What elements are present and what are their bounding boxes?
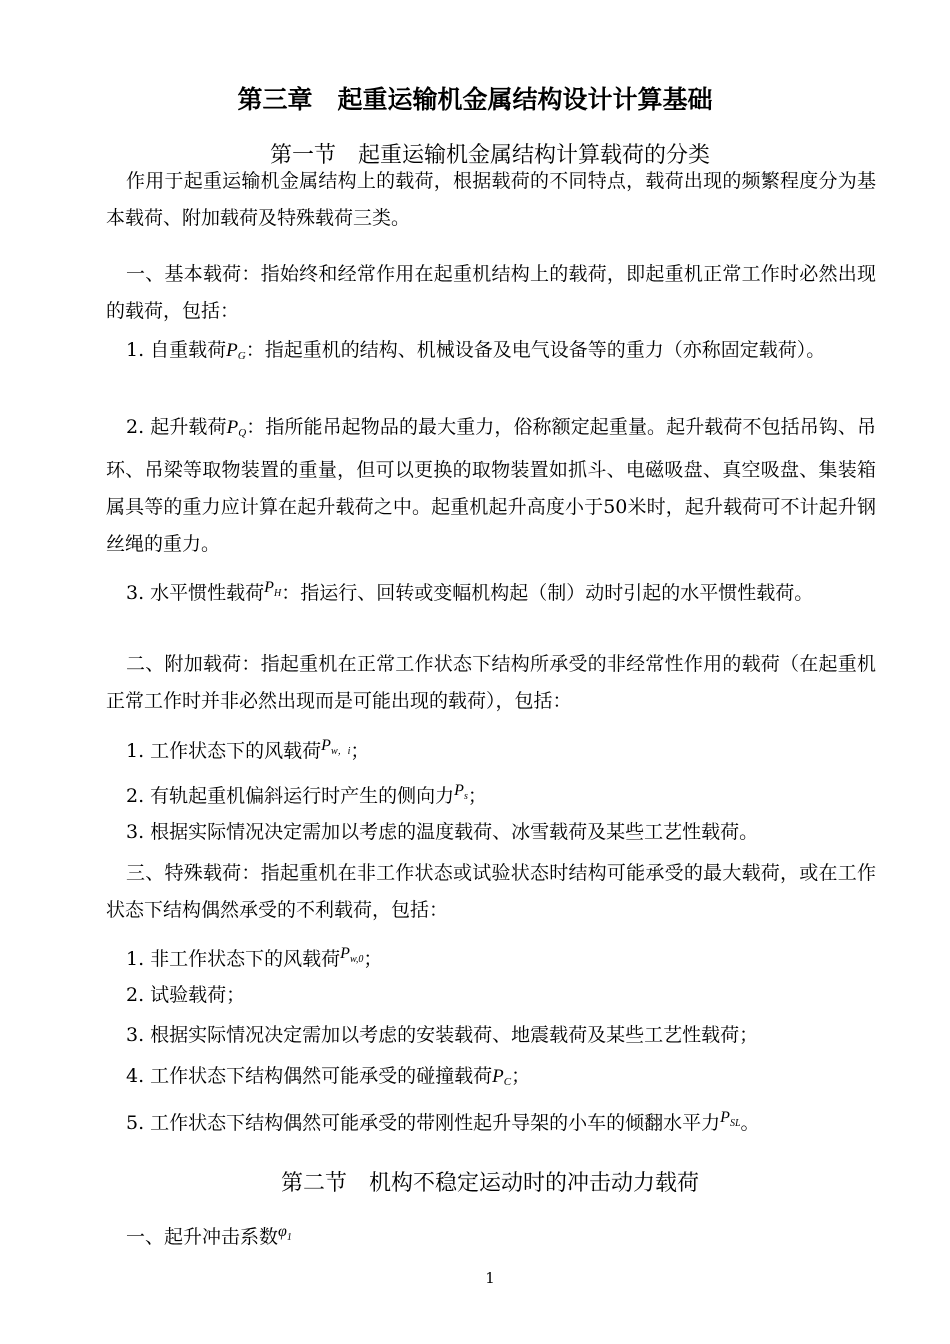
special-load-heading: 三、特殊载荷：指起重机在非工作状态或试验状态时结构可能承受的最大载荷，或在工作状态下结构偶然承受的不利载荷，包括： [106, 862, 876, 921]
load-symbol: P [226, 417, 239, 438]
load-symbol: P [492, 1066, 504, 1087]
chapter-title: 第三章 起重运输机金属结构设计计算基础 [237, 85, 713, 114]
additional-load-item-2: 2. 有轨起重机偏斜运行时产生的侧向力$^P$s； [126, 782, 487, 807]
load-subscript: G [237, 350, 246, 362]
special-load-item-5: 5. 工作状态下结构偶然可能承受的带刚性起升导架的小车的倾翻水平力$^P$SL。 [126, 1109, 760, 1134]
load-symbol: P [340, 945, 350, 962]
basic-load-item-1: 1. 自重载荷$P_G$：指起重机的结构、机械设备及电气设备等的重力（亦称固定载荷）。 [126, 339, 826, 362]
special-load-item-4: 4. 工作状态下结构偶然可能承受的碰撞载荷$P_C$； [126, 1065, 531, 1088]
load-symbol: P [454, 782, 464, 799]
special-load-item-3: 3. 根据实际情况决定需加以考虑的安装载荷、地震载荷及某些工艺性载荷； [126, 1024, 759, 1046]
load-symbol: P [264, 579, 274, 596]
special-load-item-2: 2. 试验载荷； [126, 984, 246, 1006]
load-subscript: w，i [330, 746, 351, 757]
load-subscript: s [463, 791, 468, 802]
impact-coefficient-subscript: 1 [286, 1232, 292, 1243]
additional-load-heading: 二、附加载荷：指起重机在正常工作状态下结构所承受的非经常性作用的载荷（在起重机正常工作时并非必然出现而是可能出现的载荷），包括： [106, 653, 876, 712]
additional-load-item-1: 1. 工作状态下的风载荷$^P$w，i； [126, 737, 370, 762]
load-subscript: H [273, 588, 282, 599]
additional-load-item-3: 3. 根据实际情况决定需加以考虑的温度载荷、冰雪载荷及某些工艺性载荷。 [126, 821, 759, 843]
special-load-item-1: 1. 非工作状态下的风载荷$^P$w,0； [126, 945, 383, 970]
basic-load-heading: 一、基本载荷：指始终和经常作用在起重机结构上的载荷，即起重机正常工作时必然出现的载荷，包括： [106, 263, 876, 322]
load-symbol: P [226, 340, 238, 361]
basic-load-item-3: 3. 水平惯性载荷$^P$H：指运行、回转或变幅机构起（制）动时引起的水平惯性载荷。 [126, 579, 814, 604]
load-subscript: w,0 [349, 954, 364, 965]
load-symbol: P [321, 737, 331, 754]
load-subscript: Q [238, 427, 247, 439]
load-subscript: SL [729, 1118, 741, 1129]
section-2-title: 第二节 机构不稳定运动时的冲击动力载荷 [280, 1171, 699, 1196]
page-number: 1 [485, 1269, 495, 1287]
load-subscript: C [503, 1076, 512, 1088]
section-2-item-1: 一、起升冲击系数$^\varphi$1 [126, 1223, 292, 1248]
load-symbol: P [720, 1109, 730, 1126]
section-title: 第一节 起重运输机金属结构计算载荷的分类 [269, 143, 710, 168]
impact-coefficient-symbol: φ [278, 1223, 287, 1240]
basic-load-item-2: 2. 起升载荷$P_Q$：指所能吊起物品的最大重力，俗称额定起重量。起升载荷不包括吊钩、吊环、吊梁等取物装置的重量，但可以更换的取物装置如抓斗、电磁吸盘、真空吸盘、集装箱属具等的重力应计算在起升载荷之中。起重机起升高度小于50米时，起升载荷可不计起升钢丝绳的重力。 [106, 416, 876, 555]
intro-paragraph: 作用于起重运输机金属结构上的载荷，根据载荷的不同特点，载荷出现的频繁程度分为基本载荷、附加载荷及特殊载荷三类。 [106, 170, 876, 229]
